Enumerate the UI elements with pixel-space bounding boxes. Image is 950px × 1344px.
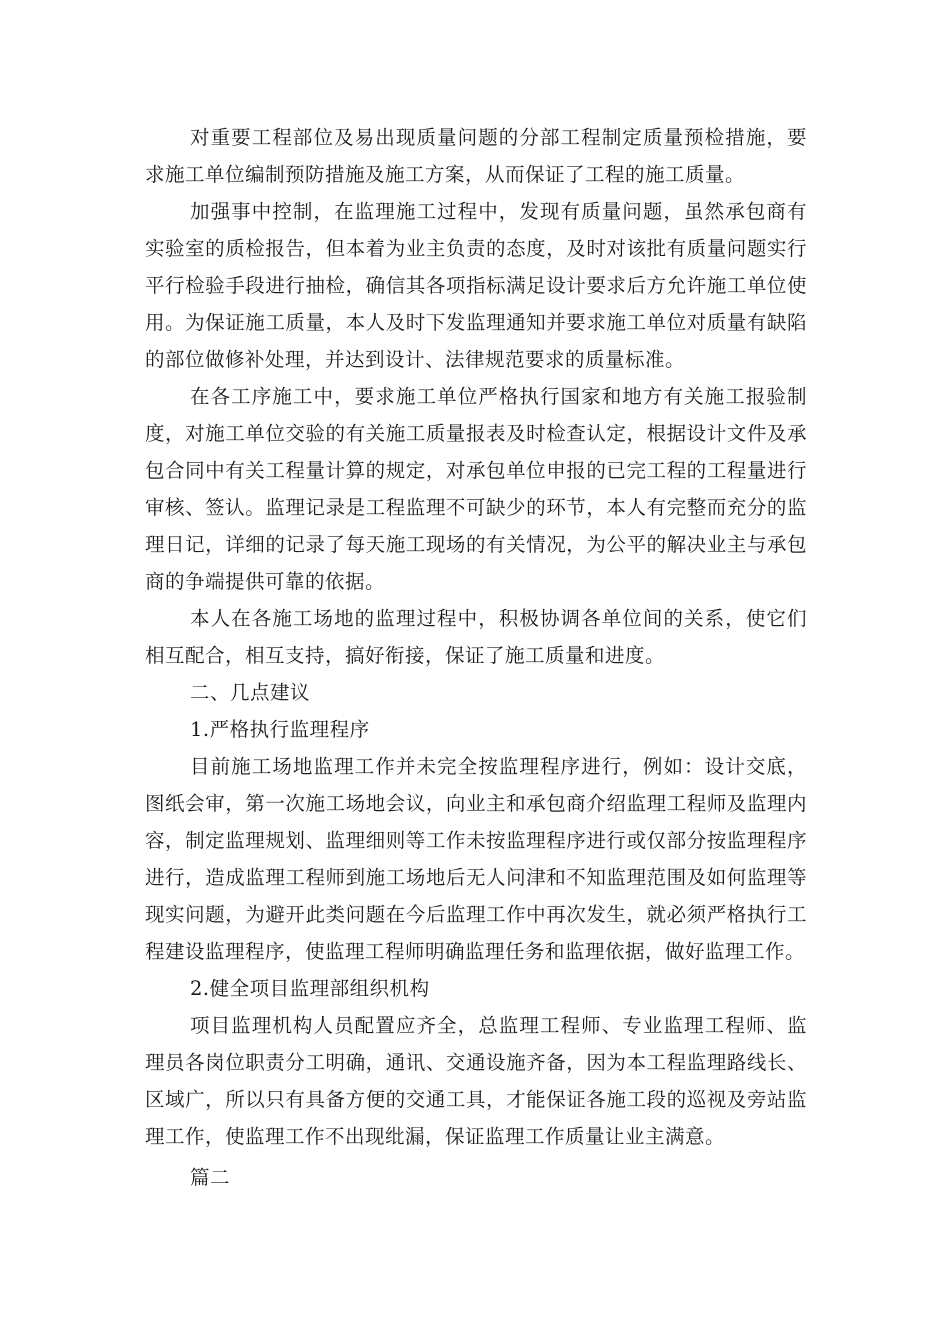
paragraph-in-process-control: 加强事中控制，在监理施工过程中，发现有质量问题，虽然承包商有实验室的质检报告，但本着为业主负责的态度，及时对该批有质量问题实行平行检验手段进行抽检，确信其各项指标满足设计要求后方允许施工单位使用。为保证施工质量，本人及时下发监理通知并要求施工单位对质量有缺陷的部位做修补处理，并达到设计、法律规范要求的质量标准。 bbox=[145, 200, 807, 371]
document-page bbox=[145, 119, 807, 1196]
paragraph-coordination: 本人在各施工场地的监理过程中，积极协调各单位间的关系，使它们相互配合，相互支持，搞好衔接，保证了施工质量和进度。 bbox=[145, 607, 807, 667]
paragraph-inspection-records: 在各工序施工中，要求施工单位严格执行国家和地方有关施工报验制度，对施工单位交验的有关施工质量报表及时检查认定，根据设计文件及承包合同中有关工程量计算的规定，对承包单位申报的已完工程的工程量进行审核、签认。监理记录是工程监理不可缺少的环节，本人有完整而充分的监理日记，详细的记录了每天施工现场的有关情况，为公平的解决业主与承包商的争端提供可靠的依据。 bbox=[145, 385, 807, 593]
paragraph-organization: 项目监理机构人员配置应齐全，总监理工程师、专业监理工程师、监理员各岗位职责分工明确，通讯、交通设施齐备，因为本工程监理路线长、区域广，所以只有具备方便的交通工具，才能保证各施工段的巡视及旁站监理工作，使监理工作不出现纰漏，保证监理工作质量让业主满意。 bbox=[145, 1014, 807, 1148]
item-heading-organization: 2.健全项目监理部组织机构 bbox=[190, 977, 430, 1000]
paragraph-procedure: 目前施工场地监理工作并未完全按监理程序进行，例如：设计交底，图纸会审，第一次施工场地会议，向业主和承包商介绍监理工程师及监理内容，制定监理规划、监理细则等工作未按监理程序进行或仅部分按监理程序进行，造成监理工程师到施工场地后无人问津和不知监理范围及如何监理等现实问题，为避开此类问题在今后监理工作中再次发生，就必须严格执行工程建设监理程序，使监理工程师明确监理任务和监理依据，做好监理工作。 bbox=[145, 755, 807, 963]
section-heading-suggestions: 二、几点建议 bbox=[190, 681, 311, 704]
paragraph-quality-precheck: 对重要工程部位及易出现质量问题的分部工程制定质量预检措施，要求施工单位编制预防措施及施工方案，从而保证了工程的施工质量。 bbox=[145, 126, 807, 186]
item-heading-procedure: 1.严格执行监理程序 bbox=[190, 718, 370, 741]
part-label: 篇二 bbox=[190, 1166, 231, 1189]
